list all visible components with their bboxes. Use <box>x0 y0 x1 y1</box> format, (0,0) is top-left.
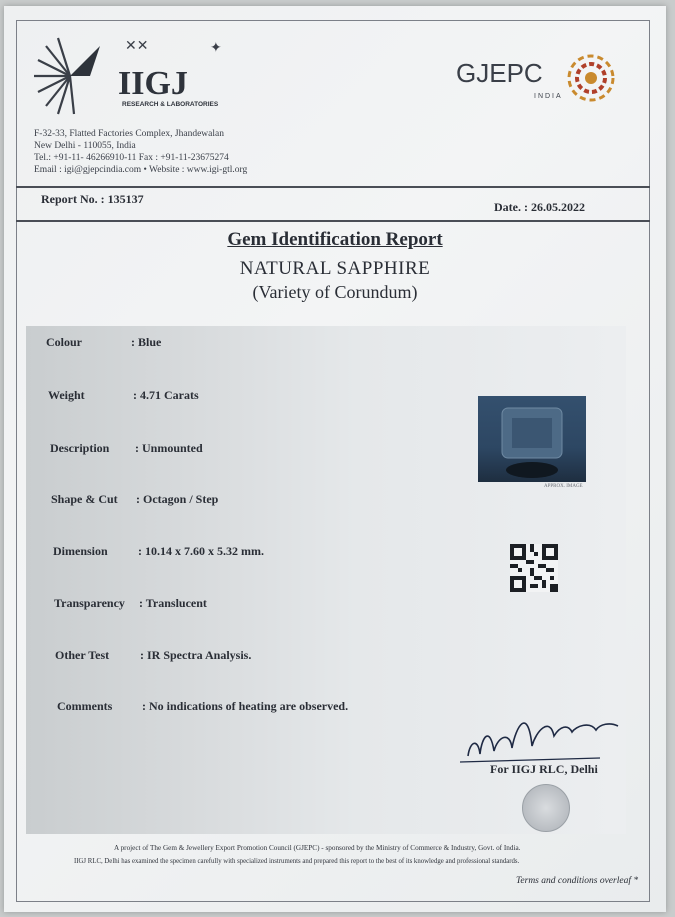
terms-note[interactable]: Terms and conditions overleaf * <box>516 876 639 886</box>
iigj-logo <box>30 36 240 116</box>
field-shape-cut <box>51 492 218 507</box>
footer-line-1: A project of The Gem & Jewellery Export Promotion Council (GJEPC) - sponsored by the Ministry of Commerce & Industry, Govt. of India. <box>114 844 521 852</box>
field-label: Other Test <box>55 648 110 662</box>
field-comments <box>57 699 348 714</box>
photo-caption: APPROX. IMAGE <box>544 484 583 489</box>
report-number: Report No. : 135137 <box>41 192 144 206</box>
svg-text:✕✕: ✕✕ <box>125 38 149 54</box>
svg-text:✦: ✦ <box>210 40 222 56</box>
signatory-line: For IIGJ RLC, Delhi <box>490 762 598 776</box>
field-value: : Translucent <box>139 596 207 610</box>
qr-code[interactable] <box>510 544 558 592</box>
council-logo-sub: INDIA <box>534 93 563 100</box>
address-line: Tel.: +91-11- 46266910-11 Fax : +91-11-23675274 <box>34 153 229 163</box>
gjepc-logo <box>456 50 631 120</box>
field-label: Colour <box>46 335 82 349</box>
address-line: New Delhi - 110055, India <box>34 141 136 151</box>
address-line: F-32-33, Flatted Factories Complex, Jhandewalan <box>34 129 224 139</box>
header-divider <box>16 186 650 188</box>
address-line: Email : igi@gjepcindia.com • Website : www.igi-gtl.org <box>34 165 248 175</box>
council-logo-text: GJEPC <box>456 58 543 88</box>
field-label: Weight <box>48 388 85 402</box>
footer-line-2: IIGJ RLC, Delhi has examined the specimen carefully with specialized instruments and prepared this report to the best of its knowledge and professional standards. <box>74 858 520 865</box>
field-value: : Octagon / Step <box>136 492 219 506</box>
field-label: Comments <box>57 699 113 713</box>
field-transparency <box>54 596 207 611</box>
field-weight <box>48 388 199 403</box>
report-date: Date. : 26.05.2022 <box>494 200 585 214</box>
report-title: Gem Identification Report <box>227 229 443 250</box>
field-value: : Unmounted <box>135 441 203 455</box>
field-value: : No indications of heating are observed. <box>142 699 349 713</box>
field-dimension <box>53 544 264 559</box>
field-colour <box>46 335 161 350</box>
field-label: Dimension <box>53 544 108 558</box>
subheader-divider <box>16 220 650 222</box>
field-value: : Blue <box>131 335 162 349</box>
field-description <box>50 441 203 456</box>
gem-name: NATURAL SAPPHIRE <box>239 258 431 279</box>
embossed-seal <box>522 784 570 832</box>
field-value: : 10.14 x 7.60 x 5.32 mm. <box>138 544 264 558</box>
field-value: : IR Spectra Analysis. <box>140 648 252 662</box>
lab-logo-text: IIGJ <box>118 65 188 102</box>
lab-logo-tagline: RESEARCH & LABORATORIES <box>122 101 219 108</box>
field-label: Shape & Cut <box>51 492 118 506</box>
gem-photo <box>478 396 586 482</box>
gem-variety: (Variety of Corundum) <box>252 282 418 302</box>
field-label: Description <box>50 441 110 455</box>
field-value: : 4.71 Carats <box>133 388 199 402</box>
lab-address <box>34 128 247 176</box>
field-other-test <box>55 648 251 663</box>
field-label: Transparency <box>54 596 125 610</box>
certificate-sheet <box>4 6 666 912</box>
